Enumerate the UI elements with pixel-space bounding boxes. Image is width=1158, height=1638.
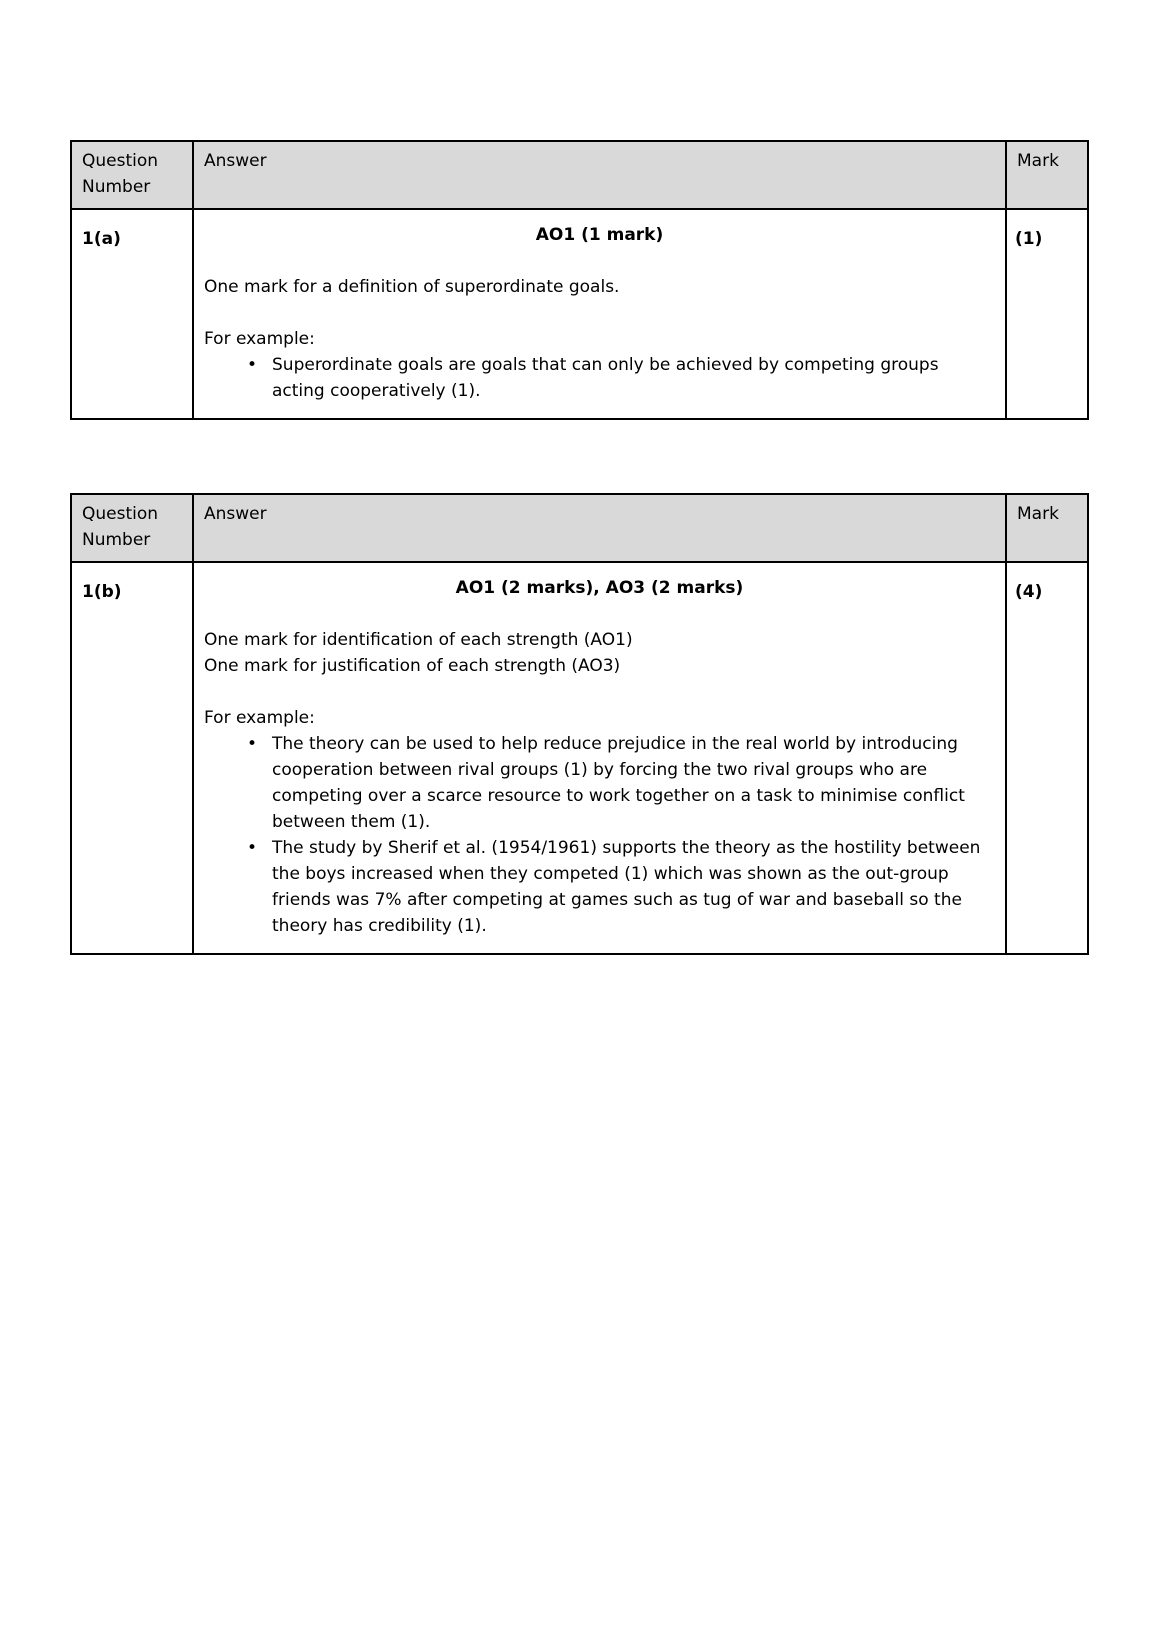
bullet-marker: •: [246, 838, 258, 858]
header-question-number: Question Number: [71, 494, 193, 562]
answer-paragraph: One mark for justification of each strength (AO3): [204, 656, 621, 676]
header-answer: Answer: [193, 494, 1006, 562]
mark-value: (4): [1015, 582, 1043, 602]
mark-scheme-table-1a: [70, 140, 1089, 420]
ao-heading: AO1 (2 marks), AO3 (2 marks): [455, 578, 744, 598]
mark-cell: [1006, 209, 1088, 419]
header-mark: Mark: [1006, 494, 1088, 562]
table-header-row: [71, 494, 1088, 562]
header-mark: Mark: [1006, 141, 1088, 209]
question-number-cell: [71, 209, 193, 419]
mark-cell: [1006, 562, 1088, 954]
bullet-text: The study by Sherif et al. (1954/1961) supports the theory as the hostility between the boys increased when they competed (1) which was shown as the out-group friends was 7% after competing at games such as tug of war and baseball so the theory has credibility (1).: [272, 838, 981, 936]
list-item: [232, 835, 995, 939]
example-label: For example:: [204, 708, 315, 728]
answer-paragraph: One mark for a definition of superordinate goals.: [204, 277, 620, 297]
answer-cell: [193, 562, 1006, 954]
example-label: For example:: [204, 329, 315, 349]
answer-paragraph: One mark for identification of each strength (AO1): [204, 630, 633, 650]
list-item: [232, 352, 995, 404]
header-answer: Answer: [193, 141, 1006, 209]
question-number: 1(b): [82, 582, 122, 602]
answer-cell: [193, 209, 1006, 419]
bullet-marker: •: [246, 734, 258, 754]
bullet-text: Superordinate goals are goals that can only be achieved by competing groups acting cooperatively (1).: [272, 355, 939, 401]
mark-value: (1): [1015, 229, 1043, 249]
table-row: [71, 209, 1088, 419]
bullet-marker: •: [246, 355, 258, 375]
table-row: [71, 562, 1088, 954]
mark-scheme-table-1b: [70, 493, 1089, 955]
question-number-cell: [71, 562, 193, 954]
question-number: 1(a): [82, 229, 121, 249]
header-question-number: Question Number: [71, 141, 193, 209]
ao-heading: AO1 (1 mark): [535, 225, 664, 245]
list-item: [232, 731, 995, 835]
table-header-row: [71, 141, 1088, 209]
bullet-text: The theory can be used to help reduce prejudice in the real world by introducing cooperation between rival groups (1) by forcing the two rival groups who are competing over a scarce resource to work together on a task to minimise conflict between them (1).: [272, 734, 965, 832]
